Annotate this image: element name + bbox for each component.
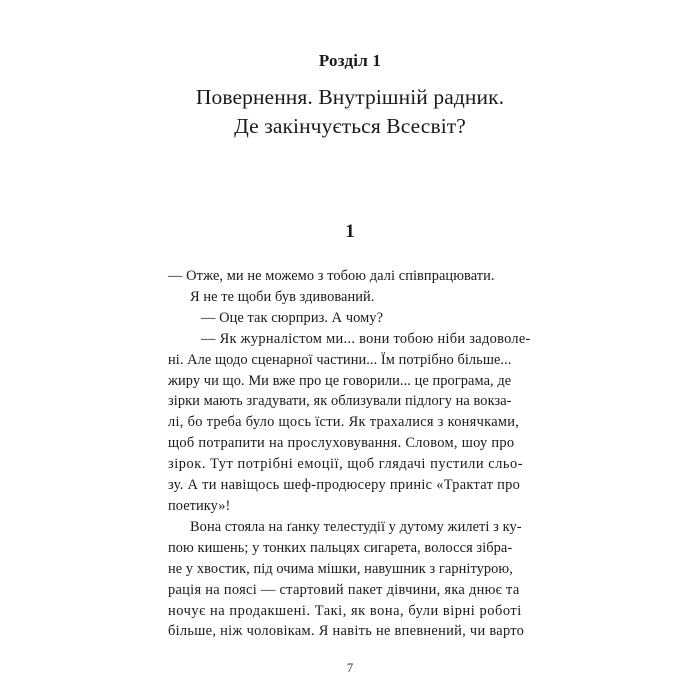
chapter-label: Розділ 1 — [318, 51, 382, 70]
body-line: — Отже, ми не можемо з тобою далі співпрацювати. — [168, 268, 495, 284]
chapter-heading — [0, 50, 700, 140]
body-line: Вона стояла на ґанку телестудії у дутому жилеті з ку- — [190, 518, 522, 535]
body-line: Я не те щоби був здивований. — [190, 288, 375, 305]
body-text — [168, 266, 536, 642]
chapter-title-line-1: Повернення. Внутрішній радник. — [195, 85, 505, 110]
body-line: зу. А ти навіщось шеф-продюсеру приніс «Трактат про — [168, 477, 521, 494]
body-line: — Оце так сюрприз. А чому? — [201, 309, 384, 326]
body-line: ночує на продакшені. Такі, як вона, були вірні роботі — [168, 602, 522, 619]
section-number: 1 — [345, 221, 355, 242]
body-line: не у хвостик, під очима мішки, навушник з гарнітурою, — [168, 560, 513, 577]
body-line: пою кишень; у тонких пальцях сигарета, волосся зібра- — [168, 539, 513, 556]
body-line: щоб потрапити на прослуховування. Словом, шоу про — [168, 435, 515, 452]
body-line: поетику»! — [168, 497, 231, 514]
body-line: більше, ніж чоловікам. Я навіть не впевнений, чи варто — [168, 623, 525, 640]
body-line: жиру чи що. Ми вже про це говорили... це програма, де — [168, 372, 512, 389]
chapter-title-line-2: Де закінчується Всесвіт? — [234, 113, 466, 138]
body-line: рація на поясі — стартовий пакет дівчини, яка днює та — [168, 581, 520, 598]
body-line: лі, бо треба було щось їсти. Як трахалися з конячками, — [168, 414, 520, 431]
body-line: — Як журналістом ми... вони тобою ніби задоволе- — [201, 330, 531, 347]
chapter-title — [0, 83, 700, 140]
body-line: зірки мають згадувати, як облизували підлогу на вокза- — [168, 393, 512, 410]
page-number: 7 — [346, 660, 354, 675]
body-line: зірок. Тут потрібні емоції, щоб глядачі пустили сльо- — [168, 456, 524, 473]
body-line: ні. Але щодо сценарної частини... Їм потрібно більше... — [168, 351, 512, 368]
